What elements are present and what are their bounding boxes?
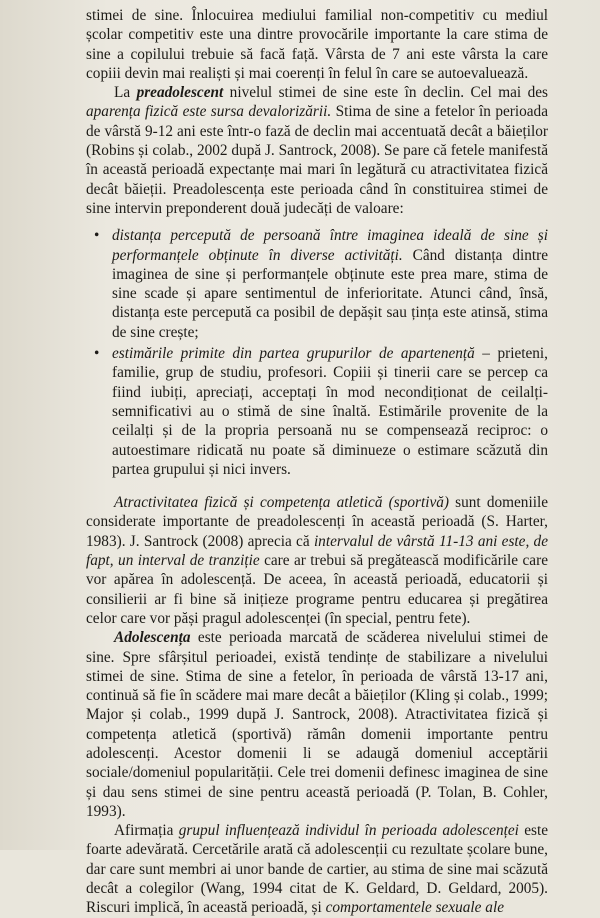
italic-phrase: aparența fizică este sursa devalorizării. (86, 103, 332, 121)
text-run: este perioada marcată de scăderea nivelului stimei de sine. Spre sfârșitul perioadei, există tendințe de stabilizare a nivelului stimei de sine. Stima de sine a fetelor, în perioada de vârstă 13-17 ani, continuă să fie în scădere mai mare decât a băieților (Kling și colab., 1999; Major și colab., 1999 după J. Santrock, 2008). Atractivitatea fizică și competența atletică (sportivă) rămân domenii importante pentru adolescenți. Acestor domenii li se adaugă domeniul acceptării sociale/domeniul popularității. Cele trei domenii definesc imaginea de sine și dau sens stimei de sine pentru această perioadă (P. Tolan, B. Cohler, 1993). (86, 629, 548, 820)
text-run: este foarte adevărată. Cercetările arată că adolescenții cu rezultate școlare bune, dar care sunt membri ai unor bande de cartier, au stima de sine mai scăzută decât a colegilor (Wang, 1994 citat de K. Geldard, D. Geldard, 2005). Riscuri implică, în această perioadă, și (86, 822, 548, 917)
italic-phrase: grupul influențează individul în perioada adolescenței (178, 822, 519, 840)
bold-term: Adolescența (114, 629, 191, 647)
text-run: Afirmația (114, 822, 179, 840)
list-item (112, 226, 548, 342)
paragraph-adolescence (86, 628, 548, 821)
text-run: Stima de sine a fetelor în perioada de vârstă 9-12 ani este într-o fază de declin mai accentuată decât a băieților (Robins și colab., 2002 după J. Santrock, 2008). Se pare că fetele manifestă în această perioadă expectanțe mai mari în legătură cu atractivitatea fizică decât băieții. Preadolescența este perioada când în constituirea stimei de sine intervin preponderent două judecăți de valoare: (86, 103, 548, 217)
text-run: Când distanța dintre imaginea de sine și performanțele obținute este prea mare, stima de sine scade și apare sentimentul de inferioritate. Atunci când, însă, distanța este percepută ca posibil de depășit sau țința este atinsă, stima de sine crește; (112, 246, 548, 341)
paragraph-preadolescent (86, 83, 548, 218)
italic-phrase: estimările primite din partea grupurilor de apartenență (112, 345, 475, 363)
text-run: La (114, 84, 137, 102)
italic-phrase: comportamentele sexuale ale (325, 899, 504, 917)
paragraph-group-influence (86, 821, 548, 917)
text-run: stimei de sine. Înlocuirea mediului familial non-competitiv cu mediul școlar competitiv este una dintre provocările importante la care stima de sine a copilului trebuie să facă față. Vârsta de 7 ani este vârsta la care copiii devin mai realiști și mai coerenți în felul în care se autoevaluează. (86, 7, 548, 82)
list-item (112, 344, 548, 479)
text-run: sunt domeniile considerate importante de preadolescenți în această perioadă (S. Harter, 1983). J. Santrock (2008) aprecia că (86, 494, 548, 550)
bold-term: preadolescent (136, 84, 224, 102)
italic-phrase: intervalul de vârstă 11-13 ani este, de fapt, un interval de tranziție (86, 532, 548, 570)
italic-phrase: Atractivitatea fizică și competența atletică (sportivă) (114, 494, 449, 512)
text-run: – prieteni, familie, grup de studiu, profesori. Copiii și tinerii care se percep ca fiind iubiți, apreciați, acceptați în mod necondiționat de ceilalți-semnificativi au o stimă de sine înaltă. Estimările provenite de la ceilalți și de la propria persoană nu se compensează reciproc: o autoestimare ridicată nu poate să diminueze o estimare scăzută din partea grupului și nici invers. (112, 345, 549, 478)
paragraph-childhood (86, 6, 548, 83)
text-run: nivelul stimei de sine este în declin. Cel mai des (223, 84, 548, 102)
judgement-list (86, 226, 548, 479)
text-run: care ar trebui să pregătească modificările care vor apărea în adolescență. De aceea, în această perioadă, educatorii și consilierii ar fi bine să inițieze programe pentru educarea și pregătirea celor care vor păși pragul adolescenței (în special, pentru fete). (86, 552, 548, 627)
italic-phrase: distanța percepută de persoană între imaginea ideală de sine și performanțele obținute în diverse activități. (112, 227, 548, 264)
paragraph-attractiveness (86, 493, 548, 628)
